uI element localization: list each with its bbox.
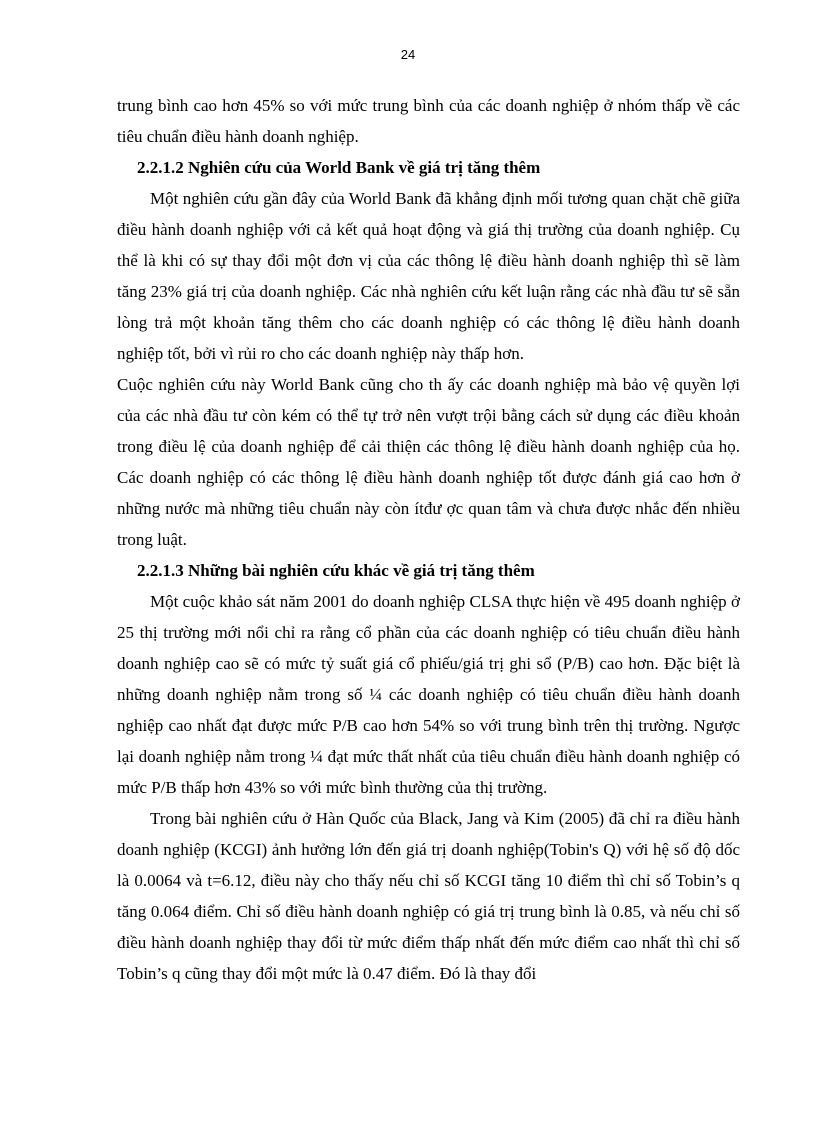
page-number: 24 bbox=[400, 47, 416, 62]
paragraph-continuation: trung bình cao hơn 45% so với mức trung bình của các doanh nghiệp ở nhóm thấp về các tiêu chuẩn điều hành doanh nghiệp. bbox=[117, 96, 740, 146]
section-heading-2-2-1-2: 2.2.1.2 Nghiên cứu của World Bank về giá trị tăng thêm bbox=[137, 158, 541, 177]
paragraph-world-bank-findings: Cuộc nghiên cứu này World Bank cũng cho th ấy các doanh nghiệp mà bảo vệ quyền lợi của các nhà đầu tư còn kém có thể tự trở nên vượt trội bằng cách sử dụng các điều khoản trong điều lệ của doanh nghiệp để cải thiện các thông lệ điều hành doanh nghiệp của họ. Các doanh nghiệp có các thông lệ điều hành doanh nghiệp tốt được đánh giá cao hơn ở những nước mà những tiêu chuẩn này còn ítđư ợc quan tâm và chưa được nhắc đến nhiều trong luật. bbox=[117, 375, 740, 549]
paragraph-clsa-survey: Một cuộc khảo sát năm 2001 do doanh nghiệp CLSA thực hiện về 495 doanh nghiệp ở 25 thị trường mới nổi chỉ ra rằng cổ phần của các doanh nghiệp có tiêu chuẩn điều hành doanh nghiệp cao sẽ có mức tỷ suất giá cổ phiếu/giá trị ghi sổ (P/B) cao hơn. Đặc biệt là những doanh nghiệp nằm trong số ¼ các doanh nghiệp có tiêu chuẩn điều hành doanh nghiệp cao nhất đạt được mức P/B cao hơn 54% so với trung bình trên thị trường. Ngược lại doanh nghiệp nằm trong ¼ đạt mức thất nhất của tiêu chuẩn điều hành doanh nghiệp có mức P/B thấp hơn 43% so với mức bình thường của thị trường. bbox=[117, 592, 740, 797]
section-heading-2-2-1-3: 2.2.1.3 Những bài nghiên cứu khác về giá trị tăng thêm bbox=[137, 561, 535, 580]
paragraph-korea-study: Trong bài nghiên cứu ở Hàn Quốc của Black, Jang và Kim (2005) đã chỉ ra điều hành doanh nghiệp (KCGI) ảnh hưởng lớn đến giá trị doanh nghiệp(Tobin's Q) với hệ số độ dốc là 0.0064 và t=6.12, điều này cho thấy nếu chỉ số KCGI tăng 10 điểm thì chỉ số Tobin’s q tăng 0.064 điểm. Chỉ số điều hành doanh nghiệp có giá trị trung bình là 0.85, và nếu chỉ số điều hành doanh nghiệp thay đổi từ mức điểm thấp nhất đến mức điểm cao nhất thì chỉ số Tobin’s q cũng thay đổi một mức là 0.47 điểm. Đó là thay đổi bbox=[117, 809, 740, 983]
paragraph-world-bank-study: Một nghiên cứu gần đây của World Bank đã khẳng định mối tương quan chặt chẽ giữa điều hành doanh nghiệp với cả kết quả hoạt động và giá thị trường của doanh nghiệp. Cụ thể là khi có sự thay đổi một đơn vị của các thông lệ điều hành doanh nghiệp thì sẽ làm tăng 23% giá trị của doanh nghiệp. Các nhà nghiên cứu kết luận rằng các nhà đầu tư sẽ sẵn lòng trả một khoản tăng thêm cho các doanh nghiệp có các thông lệ điều hành doanh nghiệp tốt, bởi vì rủi ro cho các doanh nghiệp này thấp hơn. bbox=[117, 189, 740, 363]
document-body bbox=[117, 90, 740, 989]
